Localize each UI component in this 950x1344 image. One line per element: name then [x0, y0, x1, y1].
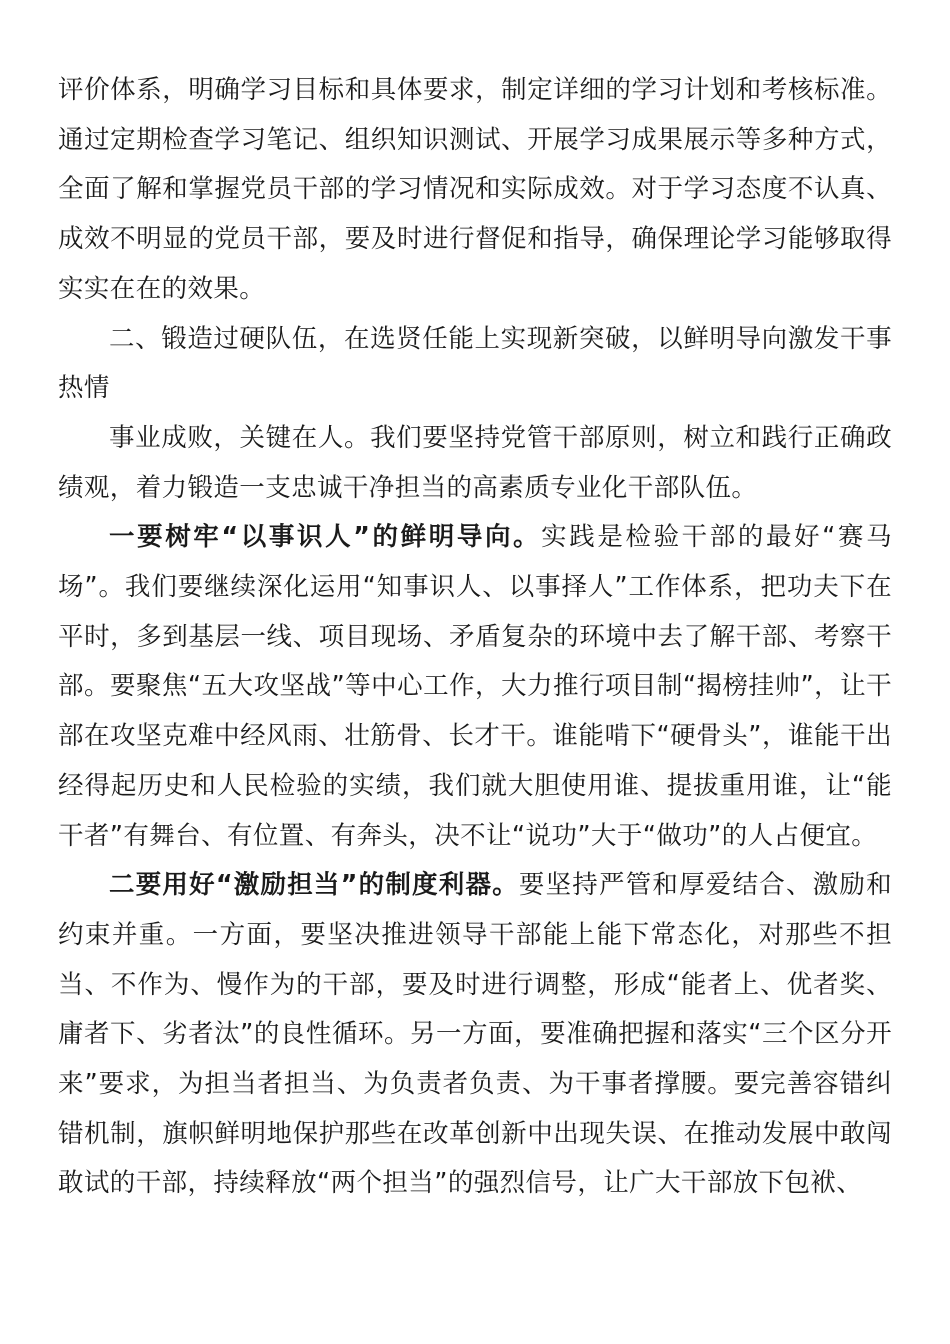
paragraph-point-one [58, 513, 892, 861]
paragraph-text: 实践是检验干部的最好“赛马场”。我们要继续深化运用“知事识人、以事择人”工作体系，把功夫下在平时，多到基层一线、项目现场、矛盾复杂的环境中去了解干部、考察干部。要聚焦“五大攻坚战”等中心工作，大力推行项目制“揭榜挂帅”，让干部在攻坚克难中经风雨、壮筋骨、长才干。谁能啃下“硬骨头”，谁能干出经得起历史和人民检验的实绩，我们就大胆使用谁、提拔重用谁，让“能干者”有舞台、有位置、有奔头，决不让“说功”大于“做功”的人占便宜。 [58, 522, 892, 851]
paragraph-intro [58, 414, 892, 513]
document-page [58, 66, 892, 1209]
paragraph-continuation [58, 66, 892, 315]
paragraph-text: 要坚持严管和厚爱结合、激励和约束并重。一方面，要坚决推进领导干部能上能下常态化，对那些不担当、不作为、慢作为的干部，要及时进行调整，形成“能者上、优者奖、庸者下、劣者汰”的良性循环。另一方面，要准确把握和落实“三个区分开来”要求，为担当者担当、为负责者负责、为干事者撑腰。要完善容错纠错机制，旗帜鲜明地保护那些在改革创新中出现失误、在推动发展中敢闯敢试的干部，持续释放“两个担当”的强烈信号，让广大干部放下包袱、 [58, 870, 892, 1199]
paragraph-text: 事业成败，关键在人。我们要坚持党管干部原则，树立和践行正确政绩观，着力锻造一支忠诚干净担当的高素质专业化干部队伍。 [58, 422, 892, 503]
paragraph-lead: 一要树牢“以事识人”的鲜明导向。 [109, 522, 542, 553]
section-heading-text: 二、锻造过硬队伍，在选贤任能上实现新突破，以鲜明导向激发干事热情 [58, 323, 892, 404]
paragraph-text: 评价体系，明确学习目标和具体要求，制定详细的学习计划和考核标准。通过定期检查学习笔记、组织知识测试、开展学习成果展示等多种方式，全面了解和掌握党员干部的学习情况和实际成效。对于学习态度不认真、成效不明显的党员干部，要及时进行督促和指导，确保理论学习能够取得实实在在的效果。 [58, 75, 892, 304]
paragraph-lead: 二要用好“激励担当”的制度利器。 [109, 870, 519, 901]
section-heading [58, 315, 892, 414]
paragraph-point-two [58, 861, 892, 1209]
